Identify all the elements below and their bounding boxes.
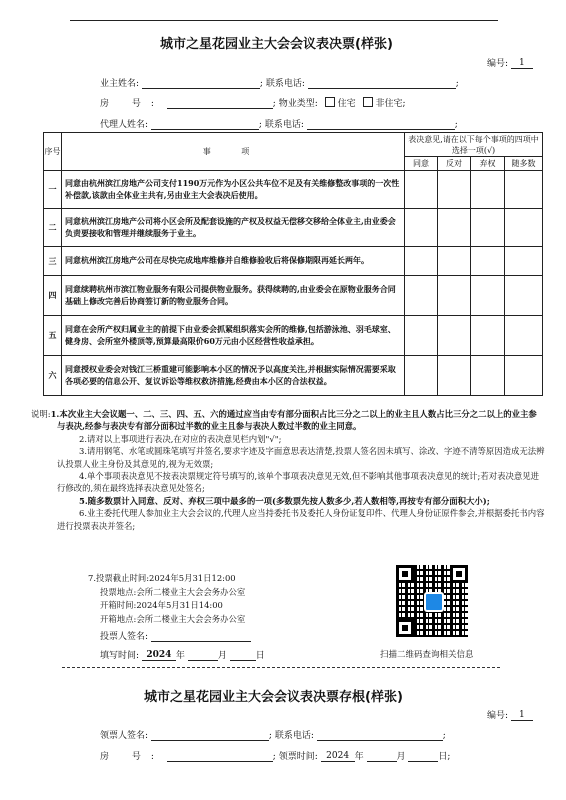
stub-serial-value: 1 [511, 710, 533, 721]
row-number: 六 [44, 356, 62, 396]
voter-sign-label: 投票人签名: [100, 632, 149, 642]
row-item-text: 同意杭州滨江房地产公司在尽快完成地库维修并自维修验收后将保修期限再延长两年。 [62, 247, 405, 276]
residential-checkbox[interactable] [325, 97, 335, 107]
stub-room-field[interactable] [167, 751, 273, 762]
qr-caption: 扫描二维码查询相关信息 [380, 650, 474, 660]
fill-month-field[interactable] [188, 650, 218, 661]
row-number: 四 [44, 276, 62, 316]
item-header: 事 项 [62, 133, 405, 171]
option-agree-header: 同意 [405, 157, 438, 171]
stub-phone-field[interactable] [317, 730, 443, 741]
vote-cell-abstain[interactable] [471, 247, 505, 276]
table-row [44, 247, 543, 276]
agent-phone-label: 联系电话: [264, 120, 304, 130]
vote-cell-majority[interactable] [505, 209, 543, 247]
residential-label: 住宅 [337, 99, 356, 109]
vote-cell-agree[interactable] [405, 247, 438, 276]
fill-time-row [100, 648, 265, 661]
option-oppose-header: 反对 [438, 157, 471, 171]
row-item-text: 同意续聘杭州市滨江物业服务有限公司提供物业服务。获得续聘的,由业委会在原物业服务合同基础上修改完善后协商签订新的物业服务合同。 [62, 276, 405, 316]
qr-finder-icon [396, 619, 414, 637]
note-4: 4.单个事项表决意见不按表决票规定符号填写的,该单个事项表决意见无效,但不影响其他事项表决意见的统计;若对表决意见进行修改的,须在最终选择表决意见处签名; [57, 471, 540, 494]
stub-day-field[interactable] [408, 751, 438, 762]
row-item-text: 同意杭州滨江房地产公司将小区会所及配套设施的产权及权益无偿移交移给全体业主,由业委会负责要接收和管理并继续服务于业主。 [62, 209, 405, 247]
agent-phone-field[interactable] [307, 119, 455, 130]
stub-serial [487, 708, 533, 721]
table-row [44, 276, 543, 316]
cut-line [62, 667, 500, 668]
vote-cell-agree[interactable] [405, 171, 438, 209]
vote-cell-oppose[interactable] [438, 356, 471, 396]
row-item-text: 同意在会所产权归属业主的前提下由业委会抓紧组织落实会所的维修,包括游泳池、羽毛球室、健身房、会所室外楼顶等,预算最高限价60万元由小区经营性收益承担。 [62, 316, 405, 356]
vote-cell-agree[interactable] [405, 356, 438, 396]
vote-cell-oppose[interactable] [438, 247, 471, 276]
note-1 [31, 408, 545, 433]
table-row [44, 209, 543, 247]
vote-cell-abstain[interactable] [471, 356, 505, 396]
ballot-title: 城市之星花园业主大会会议表决票(样张) [160, 37, 393, 52]
stub-year-char: 年 [354, 752, 364, 762]
serial-label: 编号: [487, 59, 509, 69]
voter-sign-field[interactable] [151, 631, 251, 642]
vote-cell-abstain[interactable] [471, 171, 505, 209]
vote-cell-majority[interactable] [505, 316, 543, 356]
table-row [44, 356, 543, 396]
top-rule [70, 20, 498, 21]
owner-name-field[interactable] [142, 78, 260, 89]
phone-label: 联系电话: [265, 79, 305, 89]
property-type-label: 物业类型: [278, 99, 318, 109]
collect-time-label: 领票时间: [278, 752, 318, 762]
nonresidential-checkbox[interactable] [363, 97, 373, 107]
vote-cell-majority[interactable] [505, 356, 543, 396]
instructions [31, 408, 545, 532]
semicolon: ; [455, 79, 459, 89]
vote-cell-majority[interactable] [505, 247, 543, 276]
stub-month-field[interactable] [367, 751, 397, 762]
opinion-header: 表决意见,请在以下每个事项的四项中选择一项(√) [405, 133, 543, 157]
room-row: 房 号: ; 物业类型: 住宅 非住宅; [100, 99, 406, 109]
row-number: 五 [44, 316, 62, 356]
note-3: 3.请用钢笔、水笔或圆珠笔填写并签名,要求字迹及字面意思表达清楚,投票人签名因未填写、涂改、字迹不清等原因造成无法辨认投票人业主身份及其意见的,视为无效票; [57, 446, 545, 469]
voting-table [43, 132, 543, 396]
owner-row: 业主姓名: ; 联系电话: ; [100, 79, 459, 89]
vote-place-text: 投票地点:会所二楼业主大会会务办公室 [100, 586, 246, 597]
qr-logo-icon [424, 592, 444, 612]
row-item-text: 同意授权业委会对钱江三桥重建可能影响本小区的情况予以高度关注,并根据实际情况需要采取各项必要的信息公开、复议诉讼等维权救济措施,经费由本小区的合法权益。 [62, 356, 405, 396]
table-header-row [44, 133, 543, 157]
stub-collector-row: 领票人签名: ; 联系电话: ; [100, 731, 446, 741]
table-row [44, 316, 543, 356]
row-number: 二 [44, 209, 62, 247]
day-char: 日 [255, 651, 265, 661]
fill-time-label: 填写时间: [100, 651, 140, 661]
vote-cell-agree[interactable] [405, 276, 438, 316]
vote-cell-oppose[interactable] [438, 171, 471, 209]
fill-year: 2024 [142, 650, 176, 661]
vote-cell-oppose[interactable] [438, 276, 471, 316]
count-time-text: 开箱时间:2024年5月31日14:00 [100, 600, 223, 610]
seq-header: 序号 [44, 133, 62, 171]
note-2: 2.请对以上事项进行表决,在对应的表决意见栏内划"√"; [79, 433, 282, 444]
year-char: 年 [175, 651, 185, 661]
nonresidential-label: 非住宅 [375, 99, 403, 109]
owner-name-label: 业主姓名: [100, 79, 140, 89]
row-number: 一 [44, 171, 62, 209]
stub-day-char: 日 [438, 752, 448, 762]
vote-cell-abstain[interactable] [471, 276, 505, 316]
qr-finder-icon [396, 565, 414, 583]
qr-code-icon[interactable] [396, 565, 468, 637]
stub-serial-label: 编号: [487, 711, 509, 721]
month-char: 月 [217, 651, 227, 661]
agent-name-field[interactable] [151, 119, 259, 130]
phone-field[interactable] [308, 78, 456, 89]
voter-sign-row [100, 629, 251, 642]
agent-row: 代理人姓名: ; 联系电话: ; [100, 120, 458, 130]
serial-number [487, 56, 533, 69]
note-prefix: 说明: [31, 409, 51, 419]
room-field[interactable] [167, 98, 273, 109]
qr-finder-icon [450, 565, 468, 583]
vote-cell-agree[interactable] [405, 209, 438, 247]
deadline-text: 7.投票截止时间:2024年5月31日12:00 [88, 573, 236, 583]
semicolon: ; [454, 120, 458, 130]
stub-year: 2024 [321, 751, 355, 762]
room-label: 房 号: [100, 99, 164, 109]
fill-day-field[interactable] [230, 650, 256, 661]
option-abstain-header: 弃权 [471, 157, 505, 171]
note-7 [88, 572, 245, 626]
row-number: 三 [44, 247, 62, 276]
note-5: 5.随多数票计入同意、反对、弃权三项中最多的一项(多数票先按人数多少,若人数相等,再按专有部分面积大小); [79, 495, 490, 506]
collector-label: 领票人签名: [100, 731, 149, 741]
vote-cell-abstain[interactable] [471, 209, 505, 247]
stub-room-label: 房 号: [100, 752, 164, 762]
vote-cell-majority[interactable] [505, 171, 543, 209]
serial-value: 1 [511, 58, 533, 69]
count-place-text: 开箱地点:会所二楼业主大会会务办公室 [100, 613, 246, 624]
agent-name-label: 代理人姓名: [100, 120, 149, 130]
vote-cell-majority[interactable] [505, 276, 543, 316]
collector-field[interactable] [151, 730, 269, 741]
note-6: 6.业主委托代理人参加业主大会会议的,代理人应当持委托书及委托人身份证复印件、代理人身份证原件参会,并根据委托书内容进行投票表决并签名; [57, 508, 545, 531]
vote-cell-oppose[interactable] [438, 209, 471, 247]
stub-title: 城市之星花园业主大会会议表决票存根(样张) [144, 690, 403, 705]
stub-phone-label: 联系电话: [274, 731, 314, 741]
vote-cell-abstain[interactable] [471, 316, 505, 356]
option-majority-header: 随多数 [505, 157, 543, 171]
note-1-text: 1.本次业主大会议题一、二、三、四、五、六的通过应当由专有部分面积占比三分之二以上的业主且人数占比三分之二以上的业主参与表决,经参与表决专有部分面积过半数的业主且参与表决人数过半数的业主同意。 [50, 409, 537, 432]
table-row [44, 171, 543, 209]
row-item-text: 同意由杭州滨江房地产公司支付1190万元作为小区公共车位不足及有关维修整改事项的一次性补偿款,该款由全体业主共有,另由业主大会表决后使用。 [62, 171, 405, 209]
stub-month-char: 月 [396, 752, 406, 762]
vote-cell-oppose[interactable] [438, 316, 471, 356]
vote-cell-agree[interactable] [405, 316, 438, 356]
stub-room-row: 房 号: ; 领票时间: 2024 年 月 日; [100, 751, 451, 762]
